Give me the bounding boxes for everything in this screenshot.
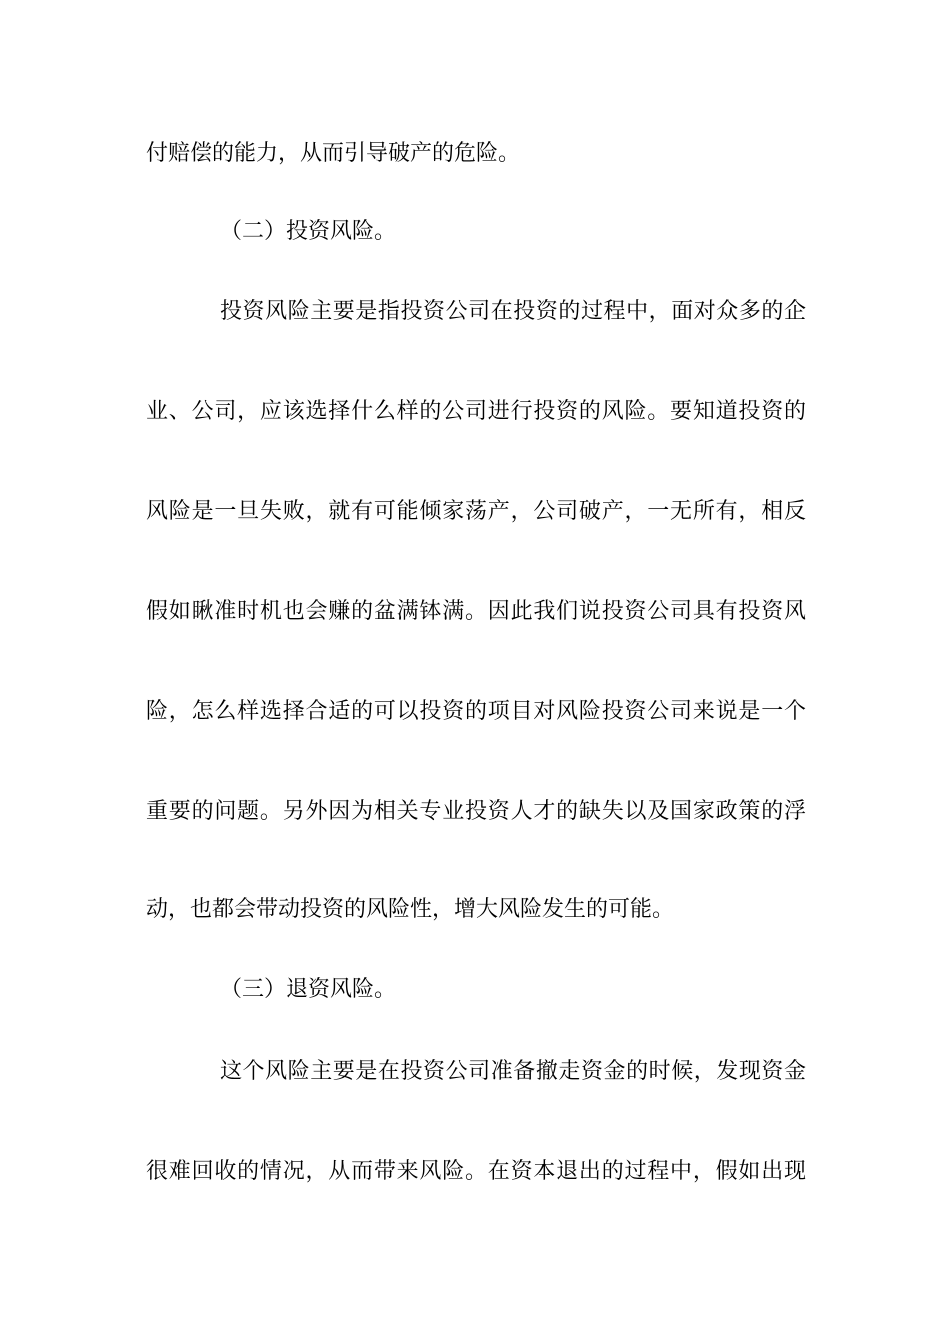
- paragraph-3-line-1: 这个风险主要是在投资公司准备撤走资金的时候，发现资金: [220, 1059, 806, 1084]
- paragraph-2-line-4: 假如瞅准时机也会赚的盆满钵满。因此我们说投资公司具有投资风: [146, 599, 806, 624]
- section-heading-exit-risk: （三）退资风险。: [220, 977, 397, 1002]
- paragraph-2-line-2: 业、公司，应该选择什么样的公司进行投资的风险。要知道投资的: [146, 399, 806, 424]
- paragraph-2-line-7: 动，也都会带动投资的风险性，增大风险发生的可能。: [146, 897, 675, 922]
- paragraph-2-line-1: 投资风险主要是指投资公司在投资的过程中，面对众多的企: [220, 299, 806, 324]
- section-heading-investment-risk: （二）投资风险。: [220, 219, 397, 244]
- paragraph-2-line-5: 险，怎么样选择合适的可以投资的项目对风险投资公司来说是一个: [146, 699, 806, 724]
- paragraph-2-line-3: 风险是一旦失败，就有可能倾家荡产，公司破产，一无所有，相反: [146, 499, 806, 524]
- paragraph-1-line-1: 付赔偿的能力，从而引导破产的危险。: [146, 141, 521, 166]
- paragraph-2-line-6: 重要的问题。另外因为相关专业投资人才的缺失以及国家政策的浮: [146, 799, 806, 824]
- paragraph-3-line-2: 很难回收的情况，从而带来风险。在资本退出的过程中，假如出现: [146, 1159, 806, 1184]
